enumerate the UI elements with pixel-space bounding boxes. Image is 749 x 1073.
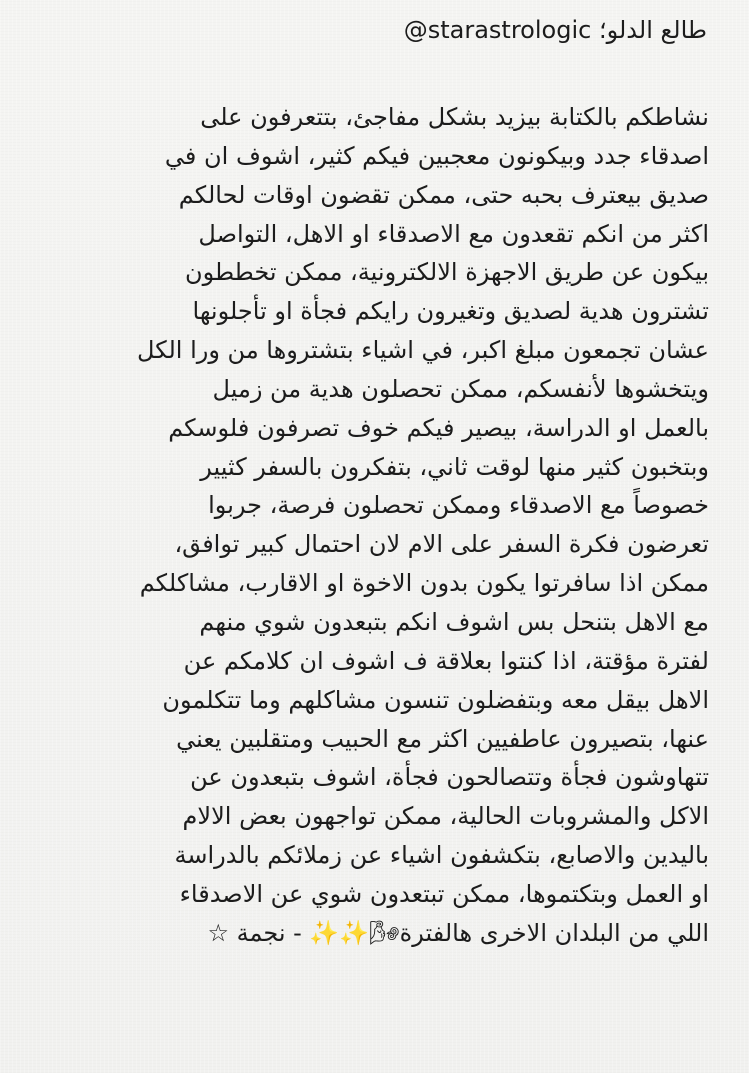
title-handle: @starastrologic	[403, 16, 592, 44]
body-line: لفترة مؤقتة، اذا كنتوا بعلاقة ف اشوف ان كلامكم عن	[183, 646, 709, 675]
body-line: مع الاهل بتنحل بس اشوف انكم بتبعدون شوي منهم	[199, 607, 709, 636]
body-line: بالعمل او الدراسة، بيصير فيكم خوف تصرفون فلوسكم	[168, 413, 709, 442]
body-line: او العمل وبتكتموها، ممكن تبتعدون شوي عن الاصدقاء	[179, 879, 709, 908]
body-line: عنها، بتصيرون عاطفيين اكثر مع الحبيب ومتقلبين يعني	[176, 724, 709, 753]
body-line: اكثر من انكم تقعدون مع الاصدقاء او الاهل، التواصل	[198, 219, 709, 248]
body-line: اللي من البلدان الاخرى هالفترة🌬✨✨ - نجمة ☆	[207, 918, 709, 947]
body-line: الاهل بيقل معه وبتفضلون تنسون مشاكلهم وما تتكلمون	[162, 685, 709, 714]
body-line: تشترون هدية لصديق وتغيرون رايكم فجأة او تأجلونها	[192, 297, 709, 326]
body-line: بيكون عن طريق الاجهزة الالكترونية، ممكن تخططون	[184, 258, 709, 287]
body-line: اصدقاء جدد وبيكونون معجبين فيكم كثير، اشوف ان في	[164, 141, 709, 170]
title-prefix: طالع الدلو؛	[598, 16, 707, 44]
body-line: صديق بيعترف بحبه حتى، ممكن تقضون اوقات لحالكم	[178, 180, 709, 209]
body-line: ممكن اذا سافرتوا يكون بدون الاخوة او الاقارب، مشاكلكم	[139, 569, 709, 598]
body-line: الاكل والمشروبات الحالية، ممكن تواجهون بعض الالام	[182, 802, 709, 831]
body-line: باليدين والاصابع، بتكشفون اشياء عن زملائكم بالدراسة	[174, 841, 709, 870]
body-line: ويتخشوها لأنفسكم، ممكن تحصلون هدية من زميل	[212, 374, 709, 403]
body-line: خصوصاً مع الاصدقاء وممكن تحصلون فرصة، جربوا	[208, 491, 709, 520]
body-line: تتهاوشون فجأة وتتصالحون فجأة، اشوف بتبعدون عن	[190, 763, 709, 792]
note-title	[20, 12, 707, 48]
body-line: نشاطكم بالكتابة بيزيد بشكل مفاجئ، بتتعرفون على	[200, 103, 709, 131]
body-line: عشان تجمعون مبلغ اكبر، في اشياء بتشتروها من ورا الكل	[137, 336, 709, 365]
note-body	[24, 98, 709, 953]
body-line: تعرضون فكرة السفر على الام لان احتمال كبير توافق،	[174, 530, 709, 559]
body-line: وبتخبون كثير منها لوقت ثاني، بتفكرون بالسفر كثيير	[200, 452, 709, 481]
